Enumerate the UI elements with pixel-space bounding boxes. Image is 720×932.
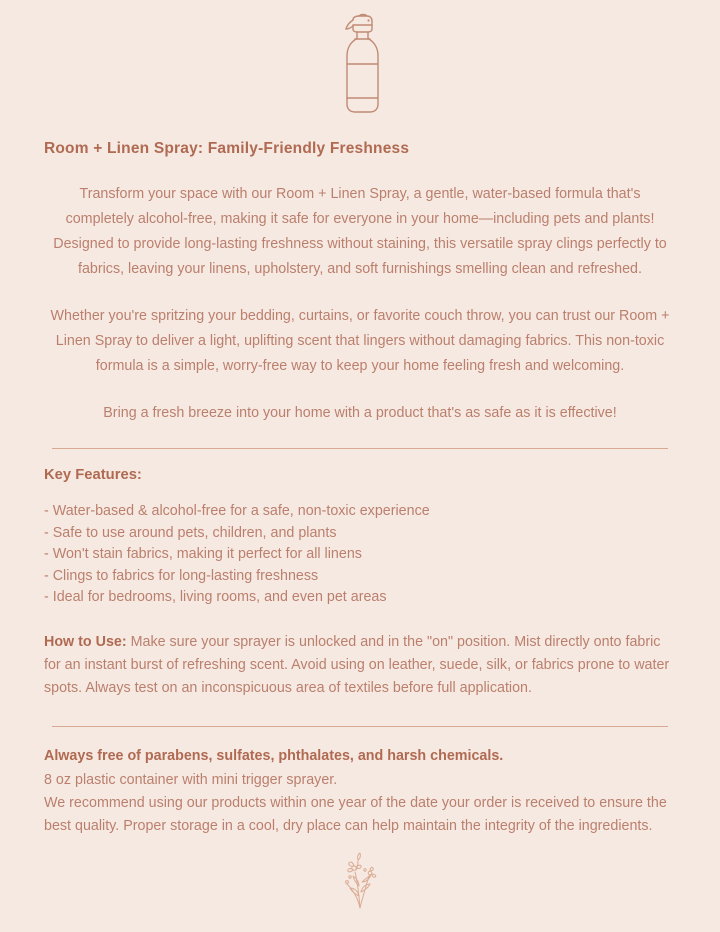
list-item: - Water-based & alcohol-free for a safe, non-toxic experience <box>44 503 430 519</box>
how-to-use-text: Make sure your sprayer is unlocked and in the "on" position. Mist directly onto fabric for an instant burst of refreshing scent. Avoid using on leather, suede, silk, or fabrics prone to water spots. Always test on an inconspicuous area of textiles before full application. <box>44 633 670 696</box>
intro-paragraph-1: Transform your space with our Room + Linen Spray, a gentle, water-based formula that's completely alcohol-free, making it safe for everyone in your home—including pets and plants! Designed to provide long-lasting freshness without staining, this versatile spray clings perfectly to fabrics, leaving your linens, upholstery, and soft furnishings smelling clean and refreshed. <box>53 186 667 277</box>
spray-bottle-icon <box>323 12 397 116</box>
divider-bottom <box>52 726 668 727</box>
list-item: - Clings to fabrics for long-lasting freshness <box>44 567 319 584</box>
free-from-statement: Always free of parabens, sulfates, phthalates, and harsh chemicals. <box>44 747 504 764</box>
intro-paragraph-2: Whether you're spritzing your bedding, curtains, or favorite couch throw, you can trust our Room + Linen Spray to deliver a light, uplifting scent that lingers without damaging fabrics. This non-toxic formula is a simple, worry-free way to keep your home feeling fresh and welcoming. <box>50 308 670 374</box>
list-item: - Safe to use around pets, children, and plants <box>44 524 337 541</box>
list-item: - Ideal for bedrooms, living rooms, and even pet areas <box>44 589 387 605</box>
list-item: - Won't stain fabrics, making it perfect for all linens <box>44 546 362 562</box>
container-description: 8 oz plastic container with mini trigger sprayer. <box>44 771 338 788</box>
how-to-use-paragraph <box>44 631 676 700</box>
wildflower-sprig-icon <box>325 848 395 910</box>
spray-bottle-illustration <box>44 0 676 130</box>
footer-details <box>44 745 676 838</box>
intro-paragraph-3: Bring a fresh breeze into your home with a product that's as safe as it is effective! <box>103 405 617 421</box>
key-features-list <box>44 501 676 609</box>
key-features-heading: Key Features: <box>44 467 142 483</box>
wildflower-illustration <box>0 848 720 910</box>
storage-recommendation: We recommend using our products within one year of the date your order is received to ensure the best quality. Proper storage in a cool, dry place can help maintain the integrity of the ingredients. <box>44 794 667 834</box>
how-to-use-label: How to Use: <box>44 633 127 650</box>
divider-top <box>52 448 668 449</box>
page-title: Room + Linen Spray: Family-Friendly Freshness <box>44 140 410 157</box>
